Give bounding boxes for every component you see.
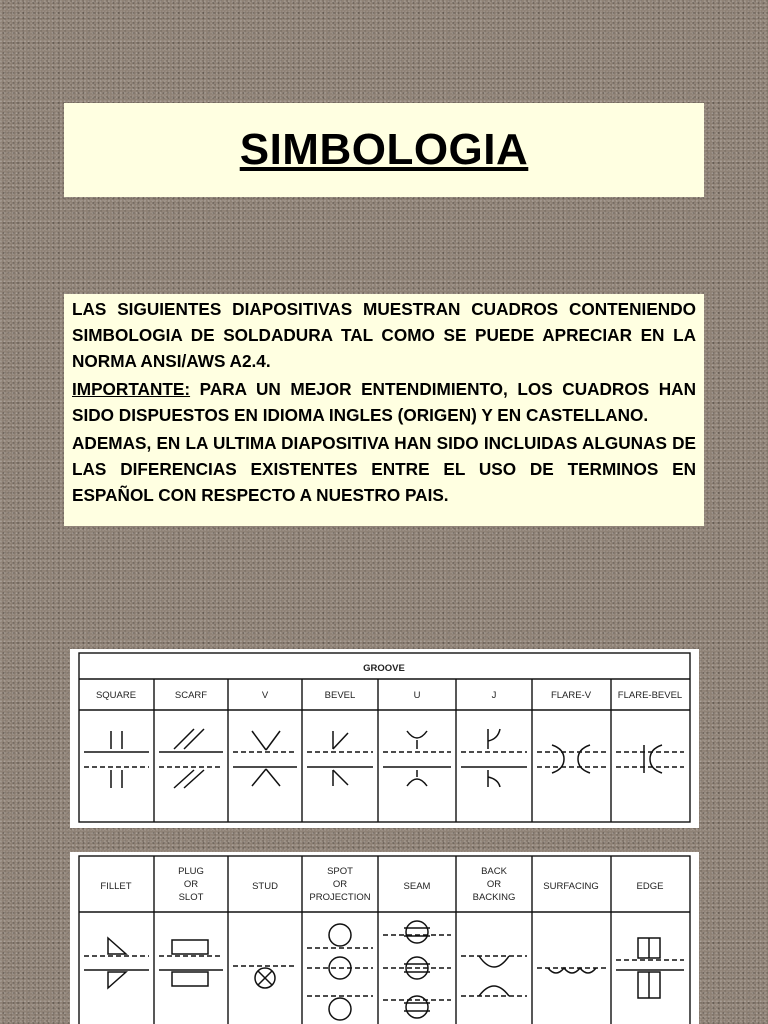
- col-back-line3: BACKING: [472, 892, 516, 903]
- col-back-line2: OR: [486, 879, 502, 890]
- intro-paragraph-1: LAS SIGUIENTES DIAPOSITIVAS MUESTRAN CUADROS CONTENIENDO SIMBOLOGIA DE SOLDADURA TAL COMO SE PUEDE APRECIAR EN LA NORMA ANSI/AWS A2.4.: [72, 299, 696, 371]
- intro-paragraph-2: [72, 376, 696, 428]
- spot-projection-symbol-icon: [307, 924, 373, 1020]
- u-symbol-icon: [383, 731, 451, 786]
- col-u: U: [413, 690, 421, 701]
- col-j: J: [491, 690, 497, 701]
- square-symbol-icon: [84, 731, 149, 788]
- flare-bevel-symbol-icon: [616, 745, 684, 773]
- surfacing-symbol-icon: [537, 968, 606, 973]
- stud-symbol-icon: [233, 966, 297, 988]
- edge-symbol-icon: [616, 938, 684, 998]
- col-plug-line3: SLOT: [178, 892, 204, 903]
- col-scarf: SCARF: [174, 690, 208, 701]
- bevel-symbol-icon: [307, 731, 373, 786]
- important-label: IMPORTANTE:: [72, 379, 191, 399]
- flare-v-symbol-icon: [537, 745, 606, 773]
- groove-header: GROOVE: [363, 663, 405, 674]
- col-flare-bevel: FLARE-BEVEL: [617, 690, 683, 701]
- page-title: SIMBOLOGIA: [239, 125, 529, 174]
- col-bevel: BEVEL: [324, 690, 356, 701]
- col-surfacing: SURFACING: [543, 881, 599, 892]
- title-box: [64, 103, 704, 197]
- important-text: PARA UN MEJOR ENTENDIMIENTO, LOS CUADROS HAN SIDO DISPUESTOS EN IDIOMA INGLES (ORIGEN) Y EN CASTELLANO.: [72, 379, 696, 425]
- v-symbol-icon: [233, 731, 297, 786]
- col-spot-line1: SPOT: [327, 866, 353, 877]
- plug-slot-symbol-icon: [159, 940, 223, 986]
- col-edge: EDGE: [636, 881, 664, 892]
- j-symbol-icon: [461, 729, 527, 787]
- col-fillet: FILLET: [100, 881, 132, 892]
- groove-symbol-table: [70, 649, 699, 828]
- col-back-line1: BACK: [481, 866, 507, 877]
- weld-symbol-table: [70, 852, 699, 1024]
- col-spot-line3: PROJECTION: [309, 892, 371, 903]
- scarf-symbol-icon: [159, 729, 223, 788]
- col-v: V: [261, 690, 269, 701]
- col-plug-line2: OR: [183, 879, 199, 890]
- col-spot-line2: OR: [332, 879, 348, 890]
- intro-text-box: [64, 294, 704, 526]
- seam-symbol-icon: [383, 921, 451, 1018]
- col-plug-line1: PLUG: [178, 866, 204, 877]
- col-seam: SEAM: [403, 881, 431, 892]
- intro-paragraph-3: ADEMAS, EN LA ULTIMA DIAPOSITIVA HAN SIDO INCLUIDAS ALGUNAS DE LAS DIFERENCIAS EXISTENTES ENTRE EL USO DE TERMINOS EN ESPAÑOL CON RESPECTO A NUESTRO PAIS.: [72, 433, 696, 505]
- fillet-symbol-icon: [84, 938, 149, 988]
- back-backing-symbol-icon: [461, 956, 527, 996]
- col-square: SQUARE: [95, 690, 137, 701]
- col-stud: STUD: [252, 881, 278, 892]
- col-flare-v: FLARE-V: [550, 690, 592, 701]
